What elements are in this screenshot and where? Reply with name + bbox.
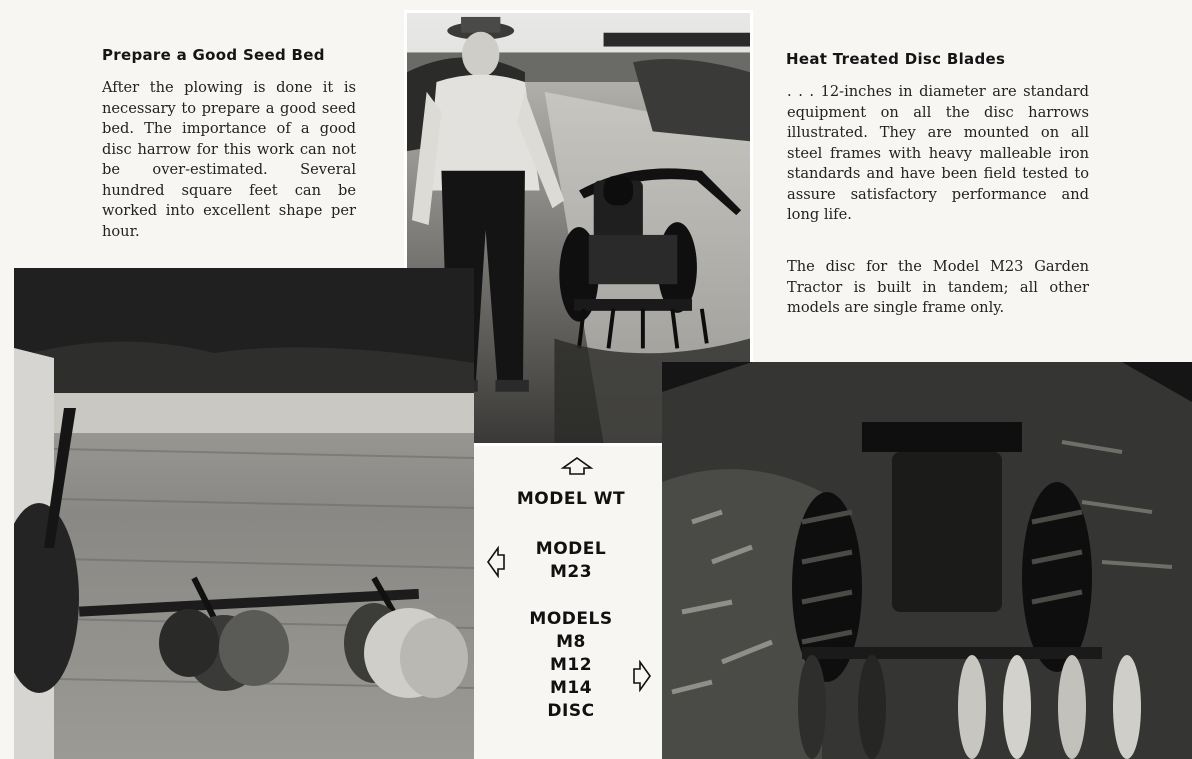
models-disc-photo-illustration [662,362,1192,759]
seed-bed-text: After the plowing is done it is necessary to prepare a good seed bed. The importance of a good disc harrow for this work can not be over-estimated. Several hundred square feet can be worked into excellent shape per hour. [102,79,356,240]
model-m23-photo [14,268,474,759]
models-m8-m12-m14-photo [662,362,1192,759]
disc-blades-heading: Heat Treated Disc Blades [786,50,1006,68]
tandem-disc-text: The disc for the Model M23 Garden Tractor is built in tandem; all other models are single frame only. [787,258,1089,316]
model-m23-label: MODEL M23 [535,539,607,582]
models-m8-m12-m14-label: MODELS M8 M12 M14 DISC [529,609,613,721]
right-arrow-icon [632,660,652,692]
model-wt-label: MODEL WT [516,489,626,509]
disc-blades-text: . . . 12-inches in diameter are standard equipment on all the disc harrows illustrated. They are mounted on all steel frames with heavy malleable iron standards and have been field tested to assure satisfactory performance and long life. [787,83,1089,223]
model-labels [482,446,660,759]
seed-bed-heading: Prepare a Good Seed Bed [102,46,325,64]
left-arrow-icon [486,546,506,578]
model-m23-photo-illustration [14,268,474,759]
